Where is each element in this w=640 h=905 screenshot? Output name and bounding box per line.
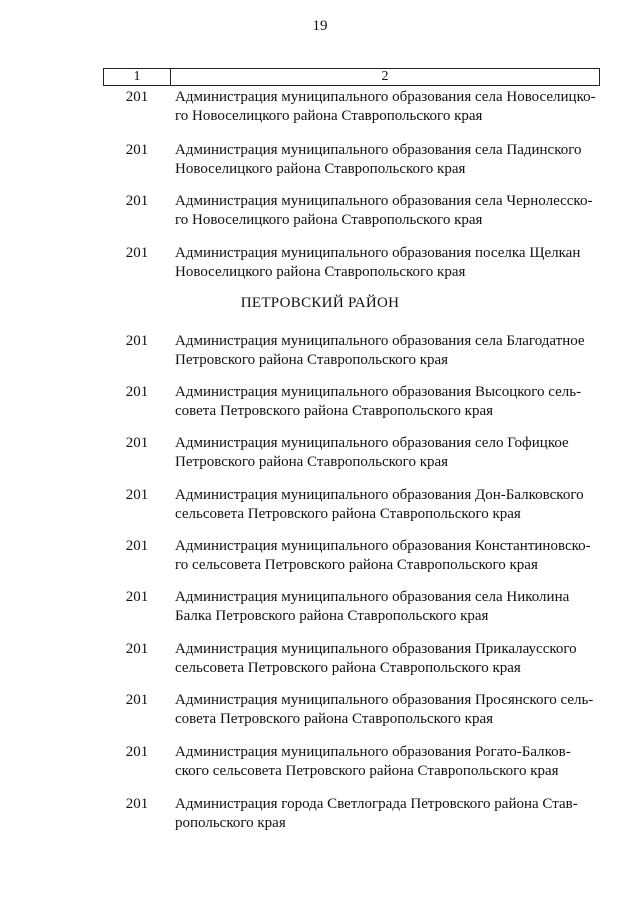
row-code: 201 [125, 435, 149, 451]
row-name: Администрация муниципального образования села Чернолесско- го Новоселицкого района Ставропольского края [175, 193, 593, 228]
row-code: 201 [125, 89, 149, 105]
row-name: Администрация муниципального образования Дон-Балковского сельсовета Петровского района Ставропольского края [175, 487, 584, 522]
row-name: Администрация муниципального образования Высоцкого сель- совета Петровского района Ставропольского края [175, 384, 582, 419]
row-name: Администрация муниципального образования села Новоселицко- го Новоселицкого района Ставропольского края [175, 89, 596, 124]
row-name: Администрация города Светлограда Петровского района Став- ропольского края [175, 796, 578, 831]
row-name: Администрация муниципального образования село Гофицкое Петровского района Ставропольского края [175, 435, 569, 470]
row-code: 201 [125, 333, 149, 349]
row-code: 201 [125, 641, 149, 657]
row-name: Администрация муниципального образования села Николина Балка Петровского района Ставропольского края [175, 589, 570, 624]
row-name: Администрация муниципального образования села Благодатное Петровского района Ставропольского края [175, 333, 585, 368]
row-name: Администрация муниципального образования Рогато-Балков- ского сельсовета Петровского района Ставропольского края [175, 744, 571, 779]
row-code: 201 [125, 796, 149, 812]
row-code: 201 [125, 142, 149, 158]
column-header-2: 2 [381, 69, 389, 84]
row-code: 201 [125, 538, 149, 554]
row-code: 201 [125, 744, 149, 760]
row-code: 201 [125, 193, 149, 209]
section-title: ПЕТРОВСКИЙ РАЙОН [240, 295, 400, 311]
page-number: 19 [312, 18, 328, 34]
row-code: 201 [125, 589, 149, 605]
row-code: 201 [125, 692, 149, 708]
row-name: Администрация муниципального образования Прикалаусского сельсовета Петровского района Ставропольского края [175, 641, 577, 676]
table-header [103, 68, 600, 86]
row-name: Администрация муниципального образования Просянского сель- совета Петровского района Ставропольского края [175, 692, 594, 727]
row-code: 201 [125, 384, 149, 400]
row-name: Администрация муниципального образования села Падинского Новоселицкого района Ставропольского края [175, 142, 582, 177]
row-name: Администрация муниципального образования поселка Щелкан Новоселицкого района Ставропольского края [175, 245, 581, 280]
row-name: Администрация муниципального образования Константиновско- го сельсовета Петровского района Ставропольского края [175, 538, 591, 573]
column-header-1: 1 [104, 69, 171, 85]
row-code: 201 [125, 487, 149, 503]
row-code: 201 [125, 245, 149, 261]
